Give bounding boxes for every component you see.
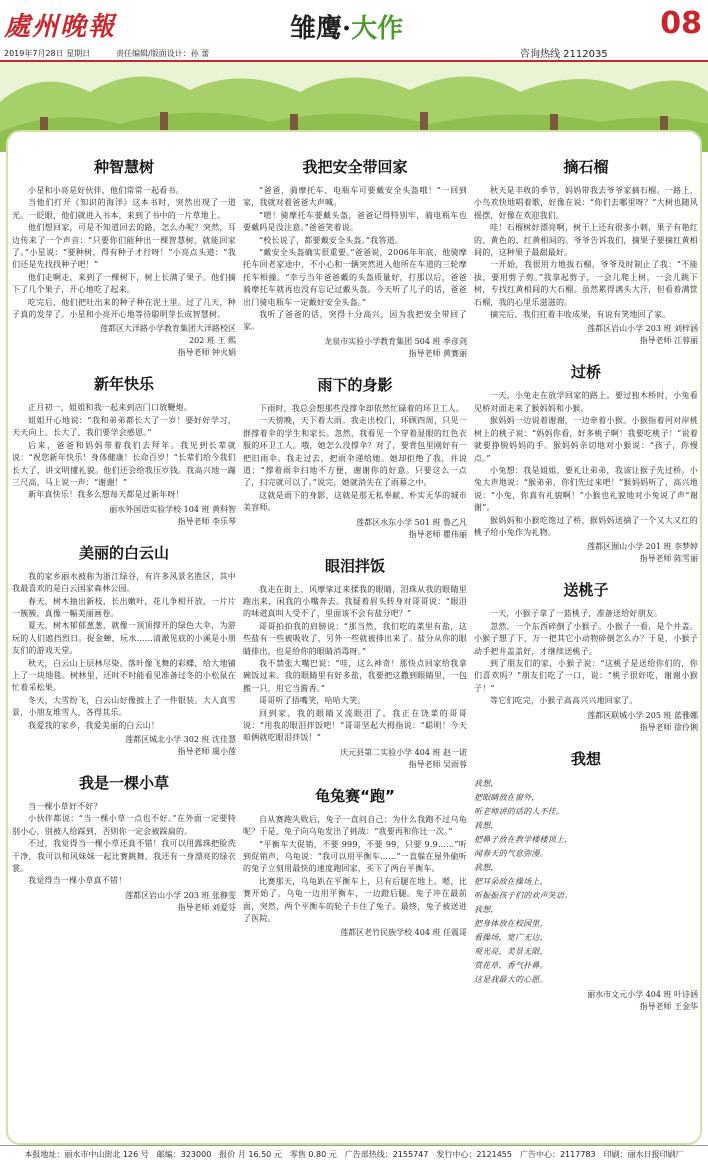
article-title: 摘石榴 [563,158,609,176]
article-paragraph: “爸爸，骑摩托车、电瓶车可要戴安全头盔哦！”一回到家，我就对着爸爸大声喊。 [243,186,467,208]
byline: 莲都区联城小学 205 班 蓝雅娜 [587,710,698,720]
article [243,555,467,771]
byline: 莲都区岩山小学 203 班 张静雯 [125,890,236,900]
article-paragraph: 下雨时，我总会想那些没撑伞却依然忙碌着的环卫工人。 [259,403,464,413]
byline: 指导老师 钟火娟 [177,348,236,358]
article-title: 我把安全带回家 [302,158,408,176]
poem-line: 把身体放在校园里， [474,918,548,928]
article-paragraph: 当他们打开《知识的海洋》这本书时，突然出现了一道光。一眨眼，他们就进入书本，来到了书中的一片草地上。 [12,198,236,220]
article-paragraph: 我爱我的家乡，我爱美丽的白云山！ [28,720,160,730]
article-paragraph: 后来，爸爸和妈妈带着我们去拜年。我见到长辈就说：“祝您新年快乐！身体健康！长命百岁！”长辈们给今我们长大了，讲文明懂礼貌。他们还会给我压岁钱。我高兴地一蹦三尺高，马上说一声：“谢谢！” [12,440,236,487]
poem-line: 我想， [474,778,499,788]
dateline: 2019年7月28日 星期日 [4,49,91,58]
byline: 指导老师 陈雪丽 [639,554,698,564]
article-paragraph: 摘完后，我们扛着丰收成果，有说有笑地回了家。 [490,310,671,320]
article-paragraph: 哇！石榴树好漂亮啊，树干上还有很多小刺，果子有艳红的、黄色的、红黄相间的。爷爷告诉我们，摘果子要摘红黄相间的，这种果子最甜最好。 [474,223,698,258]
article-paragraph: “戴安全头盔确实很重要。”爸爸说，2006年年底，他骑摩托车回老家途中，不小心和一辆突然进入他所在车道的三轮摩托车相撞。“幸亏当年爸爸戴的头盔质量好，打那以后，爸爸骑摩托车就再也没有忘记过戴头盔。今天听了儿子的话，爸爸出门骑电瓶车一定戴好安全头盔。” [243,248,467,307]
article-paragraph: 我的家乡丽水被称为浙江绿谷，有许多风景名胜区，其中我最喜欢的是白云国家森林公园。 [12,571,236,594]
article-paragraph: 春天，树木抽出新枝，长出嫩叶，花儿争相开放，一片片一簇簇，真像一幅美丽画卷。 [12,596,236,618]
article [12,772,236,914]
byline: 莲都区老竹民族学校 404 班 任震哥 [340,928,467,938]
byline: 丽水市文元小学 404 班 叶诗涵 [587,989,698,999]
article-title: 过桥 [570,363,601,382]
page-number: 08 [660,6,702,41]
byline: 指导老师 刘爱芬 [177,902,236,912]
article-title: 我想 [570,749,601,768]
article-paragraph: 我觉得当一棵小草真不错！ [28,876,127,886]
poem-line: 观光亮，美景无限， [474,946,548,956]
article-paragraph: 一天，小兔走在放学回家的路上。要过独木桥时，小兔看见桥对面走来了猴妈妈和小猴。 [474,391,698,413]
byline: 指导老师 黄赛丽 [408,348,467,358]
article-paragraph: 小伙伴都说：“当一棵小草一点也不好。”在外面一定要特别小心，别被人给踩到，否则你一定会被踩扁的。 [12,814,236,836]
article-paragraph: 到了朋友们的家，小猴子说：“这桃子是送给你们的，你们喜欢吗？”朋友们吃了一口，说：“桃子很好吃，谢谢小猴子！” [474,658,698,693]
editor-line: 责任编辑/版面设计：孙 蕾 [116,49,210,58]
article-title: 新年快乐 [93,375,154,394]
article-paragraph: 秋天，白云山上层林尽染。落叶像飞舞的彩蝶，给大地铺上了一块地毯。树林里，还时不时能看见准备过冬的小松鼠在忙着采松果。 [12,658,236,693]
article [243,374,467,541]
article-paragraph: 正月初一，姐姐和我一起来到店门口放鞭炮。 [28,403,192,413]
newspaper-logo: 處州晚報 [4,12,117,42]
column-1 [12,150,236,928]
poem-line: 我想， [474,904,499,914]
article-paragraph: 回到家，我的眼睛又流眼泪了。我正在饶菜的哥哥说：“用我的眼泪拌饭吧！”哥哥坚起大拇指说：“聪明！今天咱俩就吃眼泪拌饭！” [243,708,467,743]
article-paragraph: 吃完后，他们把吐出来的种子种在泥土里。过了几天，种子真的发芽了。小星和小亮开心地等待聪明芽长成智慧树。 [12,297,236,320]
poem-line: 把眼睛放在窗外， [474,792,540,802]
byline: 指导老师 王金华 [639,1001,698,1011]
article [12,542,236,758]
article-paragraph: 我走在街上，风摩挲过来揉我的眼睛，泪珠从我的眼睛里跑出来，闲我的小嘴奔去。我疑着眉头转身对哥哥说：“眼泪的味道真叫人受不了，里面该不会有盐分吧？” [243,584,467,619]
article-paragraph: 忽然，一个东西碎倒了小猴子。小猴子一看，是个井盖。小猴子想了下，万一把其它小动物碎倒怎么办？于是，小猴子动手把井盖盖好，才继续送桃子。 [474,621,698,656]
article-paragraph: 姐姐开心地说：“我和弟弟都长大了一岁！要好好学习，天天向上。长大了，我们要学会感恩。” [12,415,236,438]
article-paragraph: 冬天，大雪纷飞，白云山好像披上了一件银装。大人真雪景，小朋友堆雪人，各得其乐。 [12,695,236,718]
article-paragraph: 小星和小亮是好伙伴，他们常常一起看书。 [28,186,184,195]
article-paragraph: 一天傍晚，天下着大雨。我走出校门，环顾四周，只见一群撑着伞的学生和家长。忽然，我看见一个穿着显眼的红色衣服的环卫工人。哦，她怎么没撑伞？对了，要背包里刚好有一把旧雨伞。我走过去，把雨伞递给她。她却拒绝了我，并说道：“撑着雨伞扫地不方便，谢谢你的好意。只要这么一点了，扫完就可以了。”说完，她就消失在了雨幕之中。 [243,416,467,488]
article [474,748,698,1013]
article-paragraph: 猴妈妈和小猴吃饱过了桥，猴妈妈送摘了一个又大又红的桃子给小兔作为礼物。 [474,515,698,537]
article [12,156,236,359]
article-paragraph: 等它们吃完，小猴子高高兴兴地回家了。 [490,696,638,706]
article-paragraph: 夏天，树木郁郁葱葱，就像一顶顶撑开的绿色大伞，为游玩的人们遮挡烈日。捉金蝉、玩水……清澈见底的小溪是小朋友们的游戏天堂。 [12,621,236,656]
article-title: 送桃子 [563,581,609,600]
section-title: 雏鹰·大作 [290,14,404,44]
article-paragraph: 自从赛跑失败后，兔子一直问自己：为什么我跑不过乌龟呢？于是，兔子向乌龟发出了挑战：“我要再和你比一次。” [243,814,467,837]
article-paragraph: 哥哥拍拍我的肩膀说：“那当然，我们吃的菜里有盐，这些盐有一些被吸收了，另外一些就被排出来了。盐分从你的眼睛排出，也是给你的眼睛消毒呀。” [243,621,467,656]
article-paragraph: 他们想回家，可是不知道回去的路，怎么办呢？突然，耳边传来了一个声音：“只要你们能种出一棵智慧树，就能回家了。”小星说：“要种树，得有种子才行呀！”小亮点头道：“我们还是先找找种子吧！” [12,223,236,270]
article-paragraph: 秋天是丰收的季节，妈妈带我去爷爷家摘石榴。一路上，小鸟欢快地唱着歌，好像在说：“你们去哪里呀？”大树也随风摇摆，好像在欢迎我们。 [474,186,698,220]
poem-line: 我想， [474,820,499,830]
article-paragraph: 哥哥听了捂嘴笑，哈哈大笑。 [259,696,366,706]
byline: 莲都区囿山小学 201 班 李梦婷 [587,542,698,552]
column-3 [474,150,698,1027]
poem-line: 看操场，宽广无边， [474,932,548,942]
article-title: 我是一棵小草 [78,774,169,792]
poem-line: 听振振孩子们的欢声笑语。 [474,890,573,900]
poem-line: 我想， [474,862,499,872]
article [243,785,467,940]
byline: 庆元县第二实验小学 404 班 赵一诺 [340,747,467,757]
article-paragraph: 一天，小猴子拿了一篮桃子，准备送给好朋友。 [490,609,663,619]
poem-line: 闻春天的气息弥漫。 [474,848,548,858]
byline: 指导老师 李乐琴 [177,516,236,526]
byline: 指导老师 徐伶俐 [639,722,698,732]
poem-line: 赏花草，香气扑鼻。 [474,960,548,970]
byline: 莲都区岩山小学 203 班 刘梓涵 [587,324,698,334]
article-paragraph: 猴妈妈一边说着谢谢，一边牵着小猴。小猴指着河对岸桃树上的桃子说：“妈妈你看，好多桃子啊！我要吃桃子！”说着就要挣脱妈妈的手。猴妈妈亲切地对小猴说：“孩子，你慢点。” [474,416,698,463]
poem-line: 把鼻子放在教学楼楼顶上， [474,834,573,844]
byline: 莲都区大洋路小学教育集团大洋路校区 [100,324,236,334]
article-paragraph: “嗯！骑摩托车要戴头盔，爸爸记得特别牢，骑电瓶车也要戴吗是没注意。”爸爸笑着说。 [243,210,467,233]
article-paragraph: 我听了爸爸的话，突得十分高兴，因为我把安全带回了家。 [243,310,467,332]
byline: 指导老师 虞小莲 [177,747,236,756]
article-paragraph: “校长说了，都要戴安全头盔。”我答道。 [259,235,403,245]
article-paragraph: 新年真快乐！我多么想每天都是过新年呀！ [28,490,184,500]
byline: 莲都区城北小学 302 班 沈佳慧 [125,735,236,744]
article-paragraph: 一开始，我很用力地拔石榴，爷爷及时制止了我：“不能拔，要用剪子剪。”我拿起剪子，一会儿爬上树，一会儿跳下树，专找红黄相间的大石榴。虽然累得满头大汗，但看着满筐石榴，我的心里乐滋滋的。 [474,260,698,307]
column-2 [243,150,467,953]
poem-line: 这是我最大的心愿。 [474,974,548,984]
article [474,361,698,565]
article-paragraph: 不过，我觉得当一棵小草还真不错！我可以用露珠把脸洗干净，我可以和风妹妹一起比赛跳舞，我还有一身漂亮的绿衣裳。 [12,839,236,874]
byline: 指导老师 江蓉丽 [639,336,698,346]
byline: 指导老师 瞿伟丽 [408,529,467,539]
byline: 莲都区水东小学 501 班 鲁乙凡 [356,517,467,527]
article [474,579,698,733]
poem-line: 听老师讲的话的人不佳。 [474,806,565,816]
article-paragraph: “平衡车大促销，不要 999，不要 99，只要 9.9……”听到促销声，乌龟说：“我可以用平衡车……”一直躲在屋外偷听的兔子立刻用最快的速度跑回家，买下了两台平衡车。 [243,839,467,874]
poem-line: 把耳朵放在操场上， [474,876,548,886]
article-title: 种智慧树 [93,158,154,176]
article-paragraph: 这就是雨下的身影，这就是那无私奉献、朴实无华的城市美容师。 [243,490,467,513]
footer: 本报地址：丽水市中山街北 126 号 邮编：323000 报价 月 16.50 元 零售 0.80 元 广告部热线：2155747 发行中心：2121455 广告中心：2117783 印刷：丽水日报印刷厂 [0,1145,708,1162]
article-paragraph: 当一棵小草好不好？ [28,802,102,811]
article-paragraph: 小兔想：我是姐姐，要礼让弟弟，我该让猴子先过桥。小兔大声地说：“猴弟弟，你们先过来吧！”猴妈妈听了，高兴地说：“小兔，你真有礼貌啊！”小猴也礼貌地对小兔说了声“谢谢”。 [474,465,698,513]
article-title: 雨下的身影 [317,375,393,394]
article-title: 眼泪拌饭 [324,556,385,575]
article-title: 龟兔赛“跑” [315,786,395,805]
article [474,156,698,347]
article-paragraph: 我不禁张大嘴巴说：“哇，这么神奇！那快点回家给我拿碗饭过来。我的眼睛里有好多盐，我要把这撒到眼睛里，一包搬一只，用它当酱香。” [243,658,467,693]
article-title: 美丽的白云山 [78,543,169,562]
masthead [0,0,708,62]
article [243,156,467,360]
byline: 龙泉市实验小学教育集团 504 班 季彦剑 [324,336,467,346]
article [12,373,236,527]
article-paragraph: 比赛那天，乌龟趴在平衡车上，只有后腿在地上。嗯，比赛开始了。乌龟一边用平衡车，一边蹬后腿。兔子冲在最前面，突然，两个平衡车的轮子卡住了兔子。最终，兔子被送进了医院。 [243,876,467,924]
byline: 指导老师 吴雨蓉 [408,759,467,769]
byline: 202 班 王 熙 [189,336,236,346]
hotline: 咨询热线 2112035 [520,49,608,60]
article-paragraph: 他们走啊走，来到了一棵树下，树上长满了果子。他们摘下了几个果子，开心地吃了起来。 [12,272,236,295]
byline: 丽水外国语实验学校 104 班 黄科智 [109,504,236,514]
